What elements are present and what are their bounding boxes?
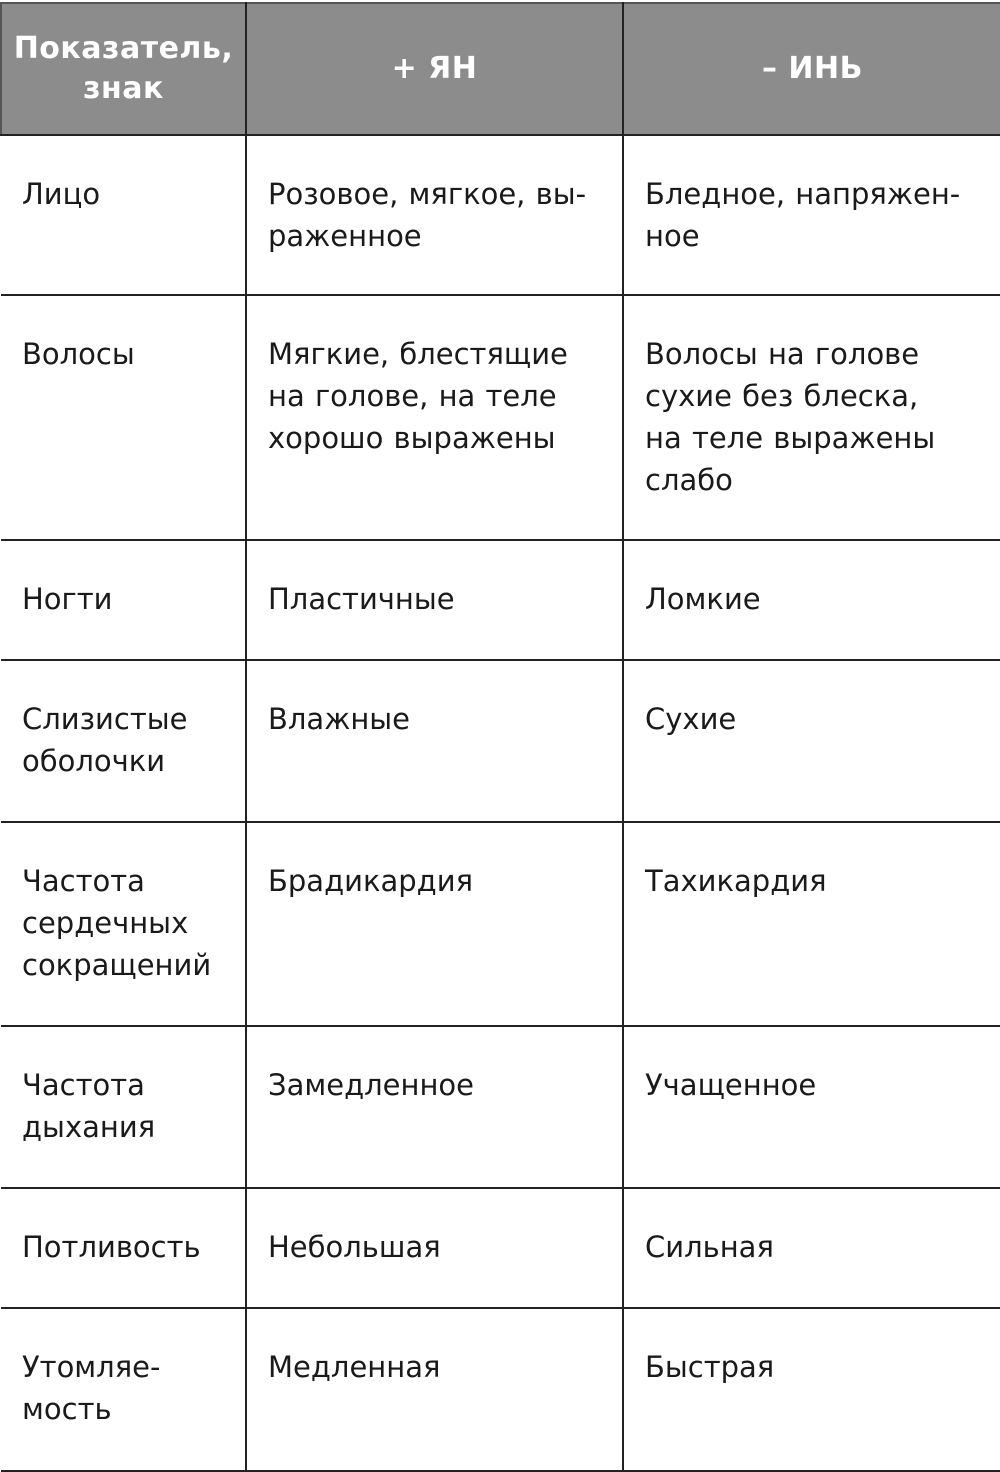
cell-yin: Быстрая — [623, 1308, 1000, 1471]
cell-yin: Бледное, напряжен- ное — [623, 135, 1000, 295]
table-row-heart-rate — [1, 822, 1000, 1026]
cell-indicator: Частота дыхания — [1, 1026, 246, 1188]
table-header — [1, 3, 1000, 135]
cell-indicator: Утомляе- мость — [1, 1308, 246, 1471]
table-row-breathing-rate — [1, 1026, 1000, 1188]
cell-yang: Пластичные — [246, 540, 623, 660]
cell-indicator: Ногти — [1, 540, 246, 660]
cell-yang: Замедленное — [246, 1026, 623, 1188]
cell-yang: Влажные — [246, 660, 623, 822]
cell-indicator: Слизистые оболочки — [1, 660, 246, 822]
cell-yin: Сухие — [623, 660, 1000, 822]
table-row-nails — [1, 540, 1000, 660]
cell-yin: Волосы на голове сухие без блеска, на теле выражены слабо — [623, 295, 1000, 540]
table-row-sweating — [1, 1188, 1000, 1308]
cell-indicator: Лицо — [1, 135, 246, 295]
cell-yang: Мягкие, блестящие на голове, на теле хорошо выражены — [246, 295, 623, 540]
cell-yang: Брадикардия — [246, 822, 623, 1026]
cell-indicator: Потливость — [1, 1188, 246, 1308]
table-row-hair — [1, 295, 1000, 540]
cell-yin: Учащенное — [623, 1026, 1000, 1188]
cell-yin: Тахикардия — [623, 822, 1000, 1026]
yin-yang-table — [0, 2, 1000, 1472]
table-row-fatigue — [1, 1308, 1000, 1471]
table-row-mucous — [1, 660, 1000, 822]
cell-yang: Небольшая — [246, 1188, 623, 1308]
cell-yin: Ломкие — [623, 540, 1000, 660]
cell-indicator: Волосы — [1, 295, 246, 540]
table-row-face — [1, 135, 1000, 295]
cell-yin: Сильная — [623, 1188, 1000, 1308]
header-yang: + ЯН — [246, 3, 623, 135]
header-yin: – ИНЬ — [623, 3, 1000, 135]
header-indicator: Показатель, знак — [1, 3, 246, 135]
cell-yang: Медленная — [246, 1308, 623, 1471]
cell-indicator: Частота сердечных сокращений — [1, 822, 246, 1026]
cell-yang: Розовое, мягкое, вы- раженное — [246, 135, 623, 295]
